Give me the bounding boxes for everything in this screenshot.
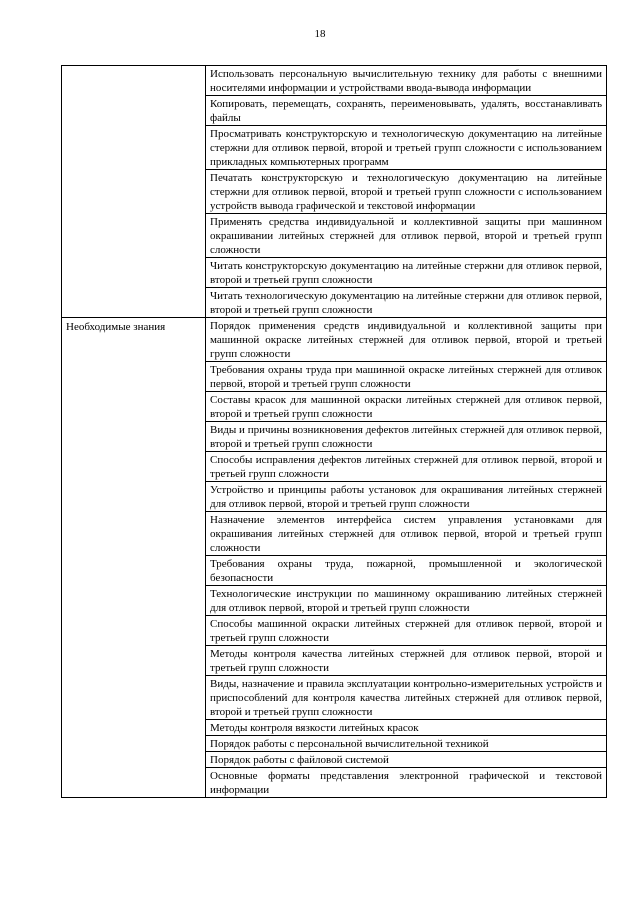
knowledge-item: Требования охраны труда, пожарной, промышленной и экологической безопасности (206, 556, 607, 586)
skills-label-cell (62, 66, 206, 318)
requirements-table (61, 65, 607, 798)
knowledge-item: Назначение элементов интерфейса систем управления установками для окрашивания литейных стержней для отливок первой, второй и третьей групп сложности (206, 512, 607, 556)
table-row (62, 318, 607, 362)
knowledge-item: Порядок работы с файловой системой (206, 752, 607, 768)
knowledge-item: Технологические инструкции по машинному окрашиванию литейных стержней для отливок первой, второй и третьей групп сложности (206, 586, 607, 616)
knowledge-item: Методы контроля вязкости литейных красок (206, 720, 607, 736)
knowledge-item: Основные форматы представления электронной графической и текстовой информации (206, 768, 607, 798)
knowledge-label-cell (62, 318, 206, 798)
skill-item: Применять средства индивидуальной и коллективной защиты при машинном окрашивании литейных стержней для отливок первой, второй и третьей групп сложности (206, 214, 607, 258)
skill-item: Копировать, перемещать, сохранять, переименовывать, удалять, восстанавливать файлы (206, 96, 607, 126)
skill-item: Использовать персональную вычислительную технику для работы с внешними носителями информации и устройствами ввода-вывода информации (206, 66, 607, 96)
knowledge-item: Виды, назначение и правила эксплуатации контрольно-измерительных устройств и приспособлений для контроля качества литейных стержней для отливок первой, второй и третьей групп сложности (206, 676, 607, 720)
knowledge-item: Устройство и принципы работы установок для окрашивания литейных стержней для отливок первой, второй и третьей групп сложности (206, 482, 607, 512)
page-number: 18 (314, 28, 326, 40)
knowledge-item: Способы машинной окраски литейных стержней для отливок первой, второй и третьей групп сложности (206, 616, 607, 646)
knowledge-item: Способы исправления дефектов литейных стержней для отливок первой, второй и третьей групп сложности (206, 452, 607, 482)
table-row (62, 66, 607, 96)
knowledge-item: Требования охраны труда при машинной окраске литейных стержней для отливок первой, второй и третьей групп сложности (206, 362, 607, 392)
skill-item: Просматривать конструкторскую и технологическую документацию на литейные стержни для отливок первой, второй и третьей групп сложности с использованием прикладных компьютерных программ (206, 126, 607, 170)
skill-item: Печатать конструкторскую и технологическую документацию на литейные стержни для отливок первой, второй и третьей групп сложности с использованием устройств вывода графической и текстовой информации (206, 170, 607, 214)
knowledge-item: Порядок работы с персональной вычислительной техникой (206, 736, 607, 752)
knowledge-item: Методы контроля качества литейных стержней для отливок первой, второй и третьей групп сложности (206, 646, 607, 676)
knowledge-label: Необходимые знания (66, 321, 166, 333)
skill-item: Читать конструкторскую документацию на литейные стержни для отливок первой, второй и третьей групп сложности (206, 258, 607, 288)
knowledge-item: Виды и причины возникновения дефектов литейных стержней для отливок первой, второй и третьей групп сложности (206, 422, 607, 452)
knowledge-item: Порядок применения средств индивидуальной и коллективной защиты при машинной окраске литейных стержней для отливок первой, второй и третьей групп сложности (206, 318, 607, 362)
skill-item: Читать технологическую документацию на литейные стержни для отливок первой, второй и третьей групп сложности (206, 288, 607, 318)
knowledge-item: Составы красок для машинной окраски литейных стержней для отливок первой, второй и третьей групп сложности (206, 392, 607, 422)
